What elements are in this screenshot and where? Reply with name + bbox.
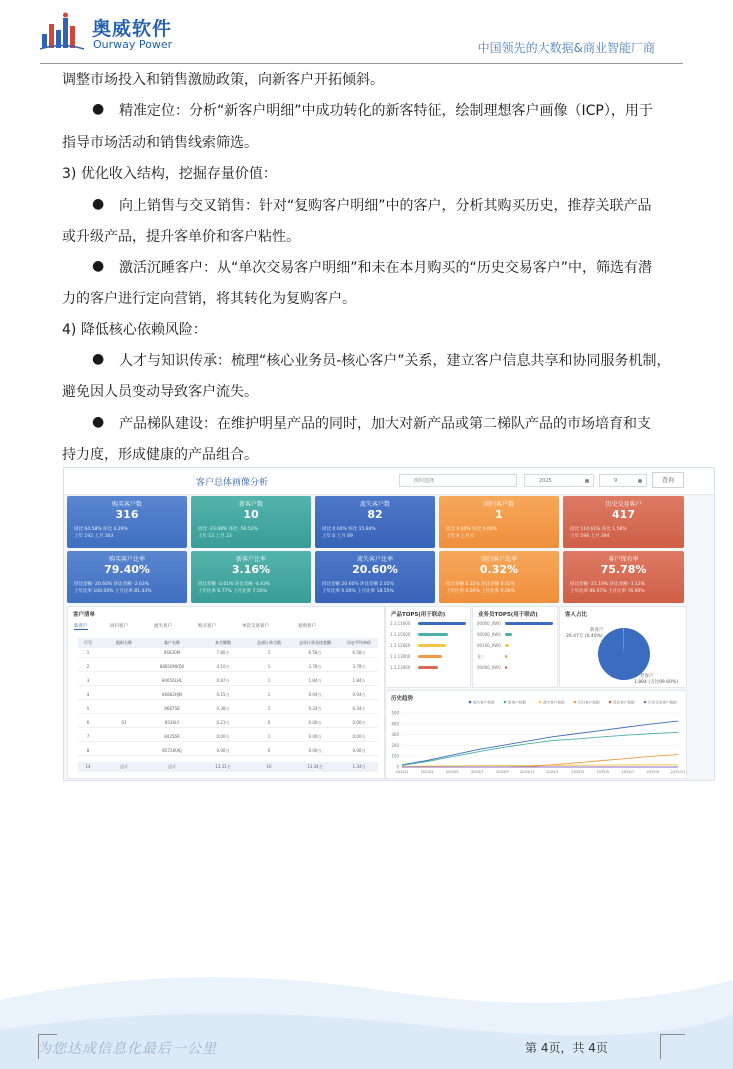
kpi-card: 客户保有率 75.78% 同比差额 -21.19% 环比差额 -1.12% 上年比率 96.97% 上月比率 76.90% — [563, 551, 684, 603]
table-cell: 01 — [121, 720, 127, 725]
body-line-6: 或升级产品，提升客单价和客户粘性。 — [62, 229, 300, 245]
table-cell: 86830M — [163, 650, 181, 655]
table-cell: 14 — [85, 764, 91, 769]
pie-label: 老客户 — [640, 674, 654, 679]
kpi-card: 回归客户数 1 同比 0.00% 环比 0.00% 上年 0 上月 0 — [439, 496, 559, 548]
bullet-icon: ● — [92, 258, 105, 274]
kpi-card: 回归客户比率 0.32% 同比差额 0.32% 环比差额 0.32% 上年比率 0.00% 上月比率 0.00% — [439, 551, 559, 603]
table-cell: 85728UKJ — [162, 748, 182, 753]
legend-marker — [609, 701, 612, 704]
legend-marker — [644, 701, 647, 704]
bullet-icon: ● — [92, 351, 105, 367]
pie-label: 26.47万 (0.40%) — [566, 634, 603, 639]
y-tick-label: 400 — [391, 721, 399, 727]
table-cell: 6.58万 — [352, 650, 366, 655]
sales-top5-title: 业务员TOP5(用于联动) — [478, 612, 538, 618]
table-cell: 0 — [267, 720, 271, 725]
table-row[interactable] — [78, 704, 378, 714]
table-cell: 1 — [267, 706, 271, 711]
table-cell: 组织名称 — [116, 640, 132, 645]
tab-lost-customers[interactable]: 流失客户 — [154, 624, 172, 629]
ourway-logo-icon — [40, 12, 84, 52]
clear-icon — [638, 479, 642, 483]
tab-new-customers[interactable]: 新客户 — [74, 624, 88, 629]
bullet-icon: ● — [92, 414, 105, 430]
body-line-1: 调整市场投入和销售激励政策，向新客户开拓倾斜。 — [62, 72, 384, 88]
bar-row[interactable] — [477, 665, 555, 671]
tab-returning-customers[interactable]: 回归客户 — [110, 624, 128, 629]
bar[interactable] — [505, 655, 507, 658]
y-tick-label: 200 — [391, 742, 399, 748]
table-cell: 10 — [266, 764, 272, 769]
table-cell: 0 — [267, 748, 271, 753]
table-cell: 4 — [86, 692, 90, 697]
bar-label: 00000_0W0 — [477, 665, 501, 670]
bar-label: 张三 — [477, 654, 485, 659]
table-cell: 0.00万 — [308, 734, 322, 739]
bar[interactable] — [505, 644, 509, 647]
history-trend-chart — [386, 699, 686, 778]
footer-slogan: 为您达成信息化最后一公里 — [37, 1041, 217, 1057]
y-tick-label: 300 — [391, 732, 399, 738]
series-line[interactable] — [402, 732, 678, 765]
dashboard-toolbar — [64, 468, 714, 495]
header-divider — [40, 63, 683, 64]
legend-label: 新客户数据 — [508, 700, 526, 705]
legend-label: 保有客户数据 — [613, 700, 635, 705]
x-tick-label: 2025/3 — [571, 770, 584, 774]
bar[interactable] — [418, 644, 446, 647]
legend-marker — [539, 701, 542, 704]
query-button[interactable]: 查询 — [652, 472, 684, 488]
pie-label: 1,884 (占比99.60%) — [634, 680, 678, 685]
table-cell: 总计 — [120, 764, 128, 769]
body-line-5: 向上销售与交叉销售：针对“复购客户明细”中的客户，分析其购买历史，推荐关联产品 — [119, 198, 652, 214]
legend-label: 历史交易客户数据 — [648, 700, 677, 705]
legend-marker — [574, 701, 577, 704]
kpi-card: 历史交易客户 417 同比 110.61% 环比 1.58% 上年 198 上月 394 — [563, 496, 684, 548]
table-cell: 总计 — [168, 764, 176, 769]
section-heading-4: 4) 降低核心依赖风险： — [62, 322, 207, 338]
table-cell: 1.34万 — [352, 764, 366, 769]
table-cell: 3 — [86, 678, 90, 683]
legend-marker — [469, 701, 472, 704]
customer-list-panel — [67, 606, 385, 779]
product-top5-chart — [390, 621, 468, 681]
body-line-8: 力的客户进行定向营销，将其转化为复购客户。 — [62, 291, 356, 307]
table-cell: 88850MKD0 — [159, 664, 185, 669]
bar-label: 1.1.13060 — [390, 665, 411, 670]
x-tick-label: 2025/1 — [546, 770, 559, 774]
table-cell: 1 — [267, 734, 271, 739]
tab-repeat-customers[interactable]: 复购客户 — [298, 624, 316, 629]
table-cell: 0.00万 — [216, 748, 230, 753]
bar-row[interactable] — [390, 643, 468, 649]
table-cell: 84256R — [164, 734, 180, 739]
table-cell: 86875B — [164, 706, 180, 711]
table-cell: 行号 — [84, 640, 92, 645]
table-cell: 0.04万 — [352, 692, 366, 697]
table-cell: 2 — [86, 664, 90, 669]
y-tick-label: 500 — [391, 710, 399, 716]
customer-share-panel — [559, 606, 687, 688]
table-cell: 0.04万 — [308, 692, 322, 697]
x-tick-label: 2024/3 — [420, 770, 434, 774]
table-cell: 1 — [267, 650, 271, 655]
product-top5-panel — [385, 606, 471, 688]
y-tick-label: 100 — [391, 753, 399, 759]
table-cell: 13.31万 — [215, 764, 231, 769]
table-cell: 客户名称 — [164, 640, 180, 645]
header-slogan: 中国领先的大数据&商业智能厂商 — [477, 41, 655, 55]
table-cell: 6 — [86, 720, 90, 725]
table-row[interactable] — [78, 718, 378, 728]
dashboard-screenshot — [63, 467, 715, 781]
body-line-11: 避免因人员变动导致客户流失。 — [62, 384, 258, 400]
table-row[interactable] — [78, 676, 378, 686]
bar-row[interactable] — [390, 665, 468, 671]
table-cell — [106, 732, 142, 741]
bar-row[interactable] — [390, 654, 468, 660]
org-select[interactable]: 组织选择 — [399, 474, 517, 487]
table-cell: 总部订单当数 — [257, 640, 281, 645]
pie-label: 新客户 — [590, 628, 604, 633]
table-cell: 0.87万 — [216, 678, 230, 683]
bullet-icon: ● — [92, 196, 105, 212]
table-cell — [106, 662, 142, 671]
table-cell: 0.00万 — [308, 720, 322, 725]
table-row[interactable] — [78, 662, 378, 672]
table-row[interactable] — [78, 732, 378, 742]
bar-label: 1.1.11600 — [390, 621, 411, 626]
product-top5-title: 产品TOP5(用于联动) — [391, 612, 446, 618]
bar-row[interactable] — [477, 643, 555, 649]
table-cell: 6.58万 — [308, 650, 322, 655]
x-tick-label: 2024/5 — [445, 770, 459, 774]
table-cell: 0.21万 — [216, 720, 230, 725]
kpi-card: 新客户数 10 同比 -23.08% 环比 -56.52% 上年 13 上月 23 — [191, 496, 311, 548]
kpi-card: 购买客户数 316 同比 64.58% 环比 4.29% 上年 192 上月 303 — [67, 496, 187, 548]
table-cell — [106, 676, 142, 685]
table-cell: 0.00万 — [352, 734, 366, 739]
bar[interactable] — [418, 655, 442, 658]
table-cell: 0.00万 — [352, 748, 366, 753]
month-select[interactable]: 9 — [599, 474, 647, 487]
table-cell: 4.10万 — [216, 664, 230, 669]
bar-label: 1.1.12660 — [390, 643, 411, 648]
x-tick-label: 2024/7 — [470, 770, 484, 774]
table-cell: 0.34万 — [352, 706, 366, 711]
table-cell: 5 — [86, 706, 90, 711]
legend-label: 回归客户数据 — [578, 700, 600, 705]
table-cell: 1 — [267, 678, 271, 683]
bullet-icon: ● — [92, 101, 105, 117]
legend-label: 流失客户数据 — [543, 700, 565, 705]
x-tick-label: 2024/1 — [395, 770, 409, 774]
x-tick-label: 2025/11 — [670, 770, 686, 774]
table-cell: 1.84万 — [308, 678, 322, 683]
table-cell: 3.78万 — [352, 664, 366, 669]
table-cell: 0.34万 — [308, 706, 322, 711]
kpi-card: 购买客户比率 79.40% 同比差额 -20.60% 环比差额 -2.03% 上年比率 100.00% 上月比率 81.43% — [67, 551, 187, 603]
x-tick-label: 2024/9 — [496, 770, 509, 774]
x-tick-label: 2025/5 — [596, 770, 610, 774]
table-cell: 8536LY — [164, 720, 180, 725]
bar-row[interactable] — [477, 654, 555, 660]
body-line-7: 激活沉睡客户：从“单次交易客户明细”和未在本月购买的“历史交易客户”中，筛选有潜 — [119, 260, 653, 276]
bar-label: 00100_0W0 — [477, 643, 501, 648]
bar[interactable] — [418, 666, 438, 669]
bar[interactable] — [505, 666, 507, 669]
body-line-12: 产品梯队建设：在维护明星产品的同时，加大对新产品或第二梯队产品的市场培育和支 — [119, 416, 651, 432]
bar-row[interactable] — [390, 632, 468, 638]
sales-top5-chart — [477, 621, 555, 681]
table-cell: 7 — [86, 734, 90, 739]
table-cell: 8 — [86, 748, 90, 753]
body-line-3: 指导市场活动和销售线索筛选。 — [62, 135, 258, 151]
table-cell: 1 — [86, 650, 90, 655]
year-select[interactable]: 2025 — [524, 474, 594, 487]
section-heading-3: 3) 优化收入结构，挖掘存量价值： — [62, 166, 277, 182]
customer-share-pie — [560, 617, 686, 687]
table-cell: 13.34万 — [307, 764, 323, 769]
x-tick-label: 2025/9 — [646, 770, 660, 774]
table-row[interactable] — [78, 746, 378, 756]
table-cell: 本月额数 — [215, 640, 231, 645]
table-cell: 1 — [267, 664, 271, 669]
bar[interactable] — [418, 622, 466, 625]
table-cell: 84656LHL — [161, 678, 183, 683]
table-cell: 0.15万 — [216, 692, 230, 697]
legend-marker — [504, 701, 507, 704]
table-row[interactable] — [78, 690, 378, 700]
bar[interactable] — [505, 622, 553, 625]
table-cell: 7.80万 — [216, 650, 230, 655]
x-tick-label: 2024/11 — [519, 770, 535, 774]
table-total-row[interactable] — [78, 762, 378, 772]
table-cell: 历史平均单价 — [347, 640, 371, 645]
body-line-13: 持力度，形成健康的产品组合。 — [62, 447, 258, 463]
bar[interactable] — [505, 633, 512, 636]
bar-row[interactable] — [477, 632, 555, 638]
bar-row[interactable] — [477, 621, 555, 627]
table-cell: 86882HJN — [162, 692, 182, 697]
table-cell: 1 — [267, 692, 271, 697]
clear-icon — [585, 479, 589, 483]
tab-single-purchase-customers[interactable]: 单次交易客户 — [242, 624, 269, 629]
table-cell: 0.00万 — [216, 734, 230, 739]
table-cell — [106, 746, 142, 755]
kpi-card: 流失客户比率 20.60% 同比差额 20.60% 环比差额 2.05% 上年比率 0.00% 上月比率 18.55% — [315, 551, 435, 603]
table-header-row — [78, 638, 378, 648]
history-trend-panel — [385, 690, 687, 779]
sales-top5-panel — [472, 606, 558, 688]
customer-list-title: 客户清单 — [73, 612, 96, 618]
body-line-10: 人才与知识传承：梳理“核心业务员-核心客户”关系，建立客户信息共享和协同服务机制， — [119, 353, 671, 369]
table-cell — [106, 690, 142, 699]
tab-buying-customers[interactable]: 购买客户 — [198, 624, 216, 629]
dashboard-title: 客户总体画像分析 — [196, 478, 269, 488]
table-cell: 0.00万 — [352, 720, 366, 725]
footer-corner-mark — [660, 1034, 685, 1059]
body-line-2: 精准定位：分析“新客户明细”中成功转化的新客特征，绘制理想客户画像（ICP），用于 — [119, 103, 653, 119]
x-tick-label: 2025/7 — [621, 770, 635, 774]
brand-name-en: Ourway Power — [93, 38, 173, 51]
table-cell: 0.00万 — [308, 748, 322, 753]
kpi-card: 新客户比率 3.16% 同比差额 -3.61% 环比差额 -4.43% 上年比率 6.77% 上月比率 7.59% — [191, 551, 311, 603]
bar-label: 00000_0W0 — [477, 632, 501, 637]
bar-row[interactable] — [390, 621, 468, 627]
history-trend-title: 历史趋势 — [391, 696, 414, 702]
company-logo — [40, 12, 175, 52]
table-cell — [106, 704, 142, 713]
table-cell: 去年订单及结金额 — [299, 640, 331, 645]
table-cell: 0.38万 — [216, 706, 230, 711]
table-cell — [106, 648, 142, 657]
brand-name-cn: 奥威软件 — [92, 18, 173, 40]
y-tick-label: 0 — [396, 764, 399, 770]
kpi-card: 流失客户数 82 同比 0.00% 环比 15.84% 上年 0 上月 69 — [315, 496, 435, 548]
legend-label: 购买客户数据 — [473, 700, 495, 705]
bar-label: 1.1.15600 — [390, 632, 411, 637]
table-row[interactable] — [78, 648, 378, 658]
bar-label: 00000_0W0 — [477, 621, 501, 626]
table-cell: 1.84万 — [352, 678, 366, 683]
page-number: 第 4页，共 4页 — [525, 1041, 608, 1055]
bar-label: 1.1.13000 — [390, 654, 411, 659]
table-cell: 3.78万 — [308, 664, 322, 669]
customer-share-title: 客人占比 — [565, 612, 588, 618]
bar[interactable] — [418, 633, 448, 636]
